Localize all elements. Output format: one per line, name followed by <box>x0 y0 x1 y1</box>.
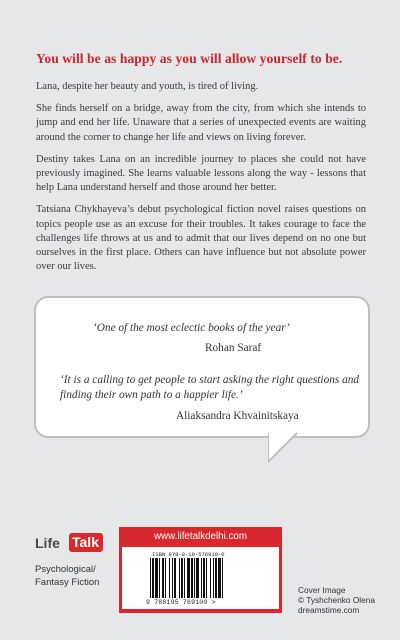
barcode-bar <box>206 558 207 598</box>
cover-credit-line: Cover Image <box>298 585 346 595</box>
isbn-label: ISBN 978-8-19-576910-0 <box>152 551 225 558</box>
barcode-bar <box>210 558 211 598</box>
barcode-bar <box>159 558 160 598</box>
blurb-paragraph: She finds herself on a bridge, away from the city, from which she intends to jump and end her life. Unaware that a series of unexpected events are waiting around the corner to change her life and views on living forever. <box>36 103 366 143</box>
barcode-bar <box>215 558 217 598</box>
barcode-bar <box>152 558 154 598</box>
blurb-paragraph: Lana, despite her beauty and youth, is tired of living. <box>36 81 259 92</box>
cover-credit-line: dreamstime.com <box>298 605 360 615</box>
blurb-paragraph: Destiny takes Lana on an incredible journey to places she could not have previously imagined. She learns valuable lessons along the way - lessons that help Lana understand herself and those around her better. <box>36 153 366 194</box>
publisher-website: www.lifetalkdelhi.com <box>153 531 248 542</box>
barcode-bar <box>174 558 176 598</box>
barcode-bar <box>179 558 180 598</box>
testimonial-author: Rohan Saraf <box>205 342 262 354</box>
publisher-logo-life: Life <box>35 535 60 551</box>
barcode <box>122 547 279 609</box>
barcode-panel <box>119 527 282 613</box>
publisher-logo-talk: Talk <box>69 533 103 552</box>
testimonial-quote: ‘It is a calling to get people to start asking the right questions and finding their own path to a happier life.’ <box>60 374 360 401</box>
barcode-bar <box>155 558 158 598</box>
barcode-bar <box>191 558 193 598</box>
barcode-bar <box>218 558 221 598</box>
barcode-bar <box>181 558 183 598</box>
barcode-bar <box>184 558 185 598</box>
barcode-number: 9 788195 769100 > <box>146 599 216 606</box>
cover-credit-line: © Tyshchenko Olena <box>298 595 375 605</box>
blurb <box>36 80 366 282</box>
barcode-bar <box>194 558 195 598</box>
barcode-bar <box>187 558 190 598</box>
testimonial-author: Aliaksandra Khvainitskaya <box>176 410 299 422</box>
barcode-bar <box>213 558 214 598</box>
barcode-bar <box>150 558 151 598</box>
blurb-paragraph: Tatsiana Chykhayeva’s debut psychological fiction novel raises questions on topics people use as an excuse for their troubles. It takes courage to face the challenges life throws at us and to admit that our lives depend on no one but ourselves in the first place. Others can have influence but not absolute power over our lives. <box>36 204 366 273</box>
barcode-bar <box>203 558 205 598</box>
barcode-bars <box>150 558 250 598</box>
genre-label: Psychological/ Fantasy Fiction <box>35 564 100 588</box>
barcode-bar <box>172 558 173 598</box>
barcode-bar <box>201 558 202 598</box>
testimonial-quote: ‘One of the most eclectic books of the year’ <box>93 322 290 334</box>
barcode-bar <box>169 558 170 598</box>
barcode-bar <box>162 558 164 598</box>
headline: You will be as happy as you will allow yourself to be. <box>36 51 343 66</box>
barcode-bar <box>222 558 223 598</box>
barcode-bar <box>165 558 166 598</box>
cover-credit <box>298 585 388 615</box>
barcode-bar <box>196 558 199 598</box>
